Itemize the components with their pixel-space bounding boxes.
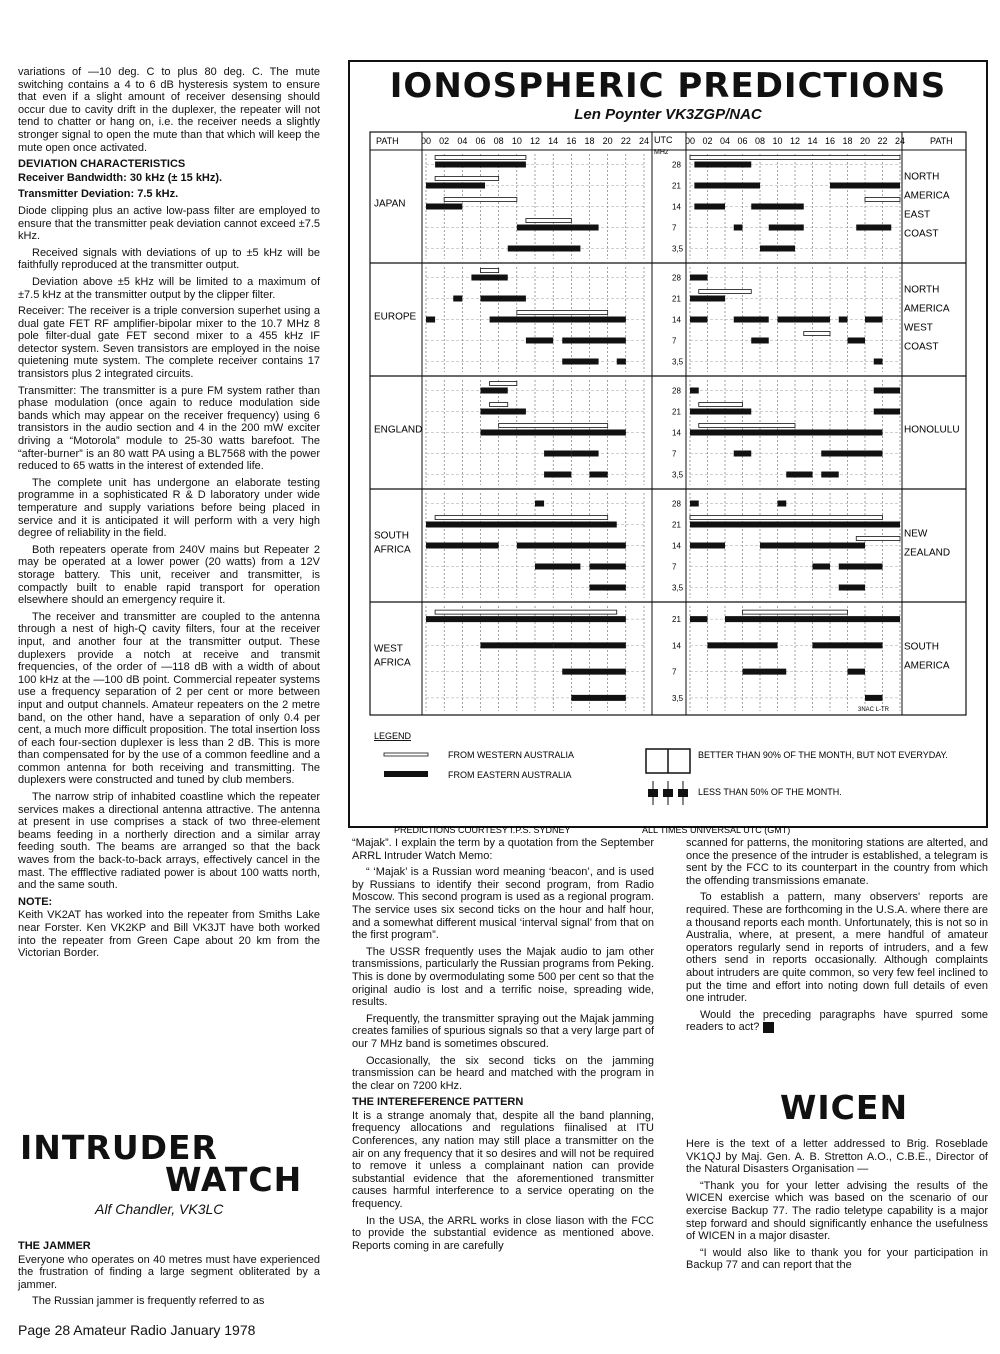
artist-mark: 3NAC L-TR	[858, 707, 890, 713]
band-bar-eastern	[813, 642, 883, 648]
band-bar-western	[865, 198, 900, 202]
band-bar-eastern	[562, 359, 598, 365]
paragraph: Both repeaters operate from 240V mains but Repeater 2 may be operated at a lower power (20 watts) from a 12V storage battery. This unit, receiver and transmitter, is compactly built to enable rapid transport for operation elsewhere should an emergency require it.	[18, 543, 320, 607]
band-bar-eastern	[426, 317, 435, 323]
band-bar-eastern	[874, 388, 900, 394]
band-bar-eastern	[848, 669, 866, 675]
band-bar-eastern	[690, 501, 699, 507]
freq-label: 14	[672, 428, 681, 438]
band-bar-eastern	[760, 543, 865, 549]
band-bar-western	[699, 424, 795, 428]
band-bar-eastern	[848, 338, 866, 344]
paragraph: The receiver and transmitter are coupled to the antenna through a nest of high-Q cavity filters, four at the receiver input, and another four at the transmitter output. These duplexers provide a notch at receive and transmit frequencies, of the order of —118 dB with a width of about 100 kHz at the —100 dB point. Commercial repeater systems use a frequency separation of 2 per cent or more between input and output channels. Amateur repeaters on the 2 metre band, on the other hand, have a separation of only 0.4 per cent, a much more difficult proposition. The total insertion loss of each four-section duplexer is less than 2 dB. This is more than compensated for by the use of a common feedline and a common antenna for both receiving and transmitting. The duplexers were constructed and tuned by club members.	[18, 610, 320, 787]
path-left-label: JAPAN	[374, 198, 406, 210]
hour-tick-right: 16	[825, 136, 836, 146]
band-bar-western	[435, 610, 617, 614]
left-column	[18, 66, 320, 964]
freq-label: 28	[672, 499, 681, 509]
path-right-label: AMERICA	[904, 190, 950, 202]
intruder-heading-line1: INTRUDER	[20, 1128, 218, 1167]
intruder-heading-line2: WATCH	[165, 1160, 303, 1199]
band-bar-eastern	[544, 472, 571, 478]
hour-tick-left: 02	[439, 136, 450, 146]
legend-less: LESS THAN 50% OF THE MONTH.	[698, 787, 842, 797]
paragraph: variations of —10 deg. C to plus 80 deg. C. The mute switching contains a 4 to 6 dB hysteresis system to ensure that even if a slight amount of receiver desensing should occur due to cavity drift in the duplexer, the repeater will not tend to chatter or hang on, i.e. the receiver needs a slightly stronger signal to open the mute than that which will keep the mute open once activated.	[18, 66, 320, 154]
band-bar-eastern	[760, 246, 795, 252]
paragraph: Here is the text of a letter addressed to Brig. Roseblade VK1QJ by Maj. Gen. A. B. Stretton A.O., C.B.E., Director of the Natural Disasters Organisation —	[686, 1138, 988, 1176]
path-label: PATH	[376, 136, 399, 146]
band-bar-eastern	[690, 275, 708, 281]
band-bar-eastern	[426, 204, 462, 210]
band-bar-eastern	[690, 430, 883, 436]
section-heading: THE INTEREFERENCE PATTERN	[352, 1096, 524, 1109]
band-bar-eastern	[690, 317, 708, 323]
right-column	[686, 837, 988, 1038]
freq-label: 21	[672, 407, 681, 417]
band-bar-eastern	[734, 451, 752, 457]
paragraph: The USSR frequently uses the Majak audio to jam other transmissions, particularly the Russian programs from Peking. This is done by overmodulating some 500 per cent so that the original audio is lost and a terrific noise, spreading wide, results.	[352, 945, 655, 1009]
paragraph: Transmitter Deviation: 7.5 kHz.	[18, 188, 179, 201]
band-bar-eastern	[553, 642, 626, 648]
band-bar-eastern	[694, 204, 725, 210]
paragraph: “ ‘Majak’ is a Russian word meaning ‘beacon’, and is used by Russians to identify their second program, from Radio Moscow. This second program is used as a regional program. The service uses six second ticks on the hour and half hour, and a somewhat different musical ‘interval signal’ from that on the first program”.	[352, 866, 654, 942]
band-bar-western	[444, 198, 517, 202]
freq-label: 7	[672, 667, 677, 677]
band-bar-western	[856, 537, 900, 541]
band-bar-eastern	[481, 642, 554, 648]
band-bar-western	[490, 403, 508, 407]
band-bar-eastern	[690, 388, 699, 394]
freq-label: 21	[672, 294, 681, 304]
band-bar-eastern	[778, 501, 787, 507]
hour-tick-right: 14	[807, 136, 818, 146]
band-bar-eastern	[821, 472, 839, 478]
paragraph: Would the preceding paragraphs have spurred some readers to act?	[686, 1008, 988, 1034]
paragraph: To establish a pattern, many observers' reports are required. These are forthcoming in the U.S.A. where there are a thousand reports each month. Unfortunately, this is not so in Australia, where, at present, a mere handful of amateur operators regularly send in reports of intruders, and a few others send in reports occasionally. Although complaints about intruders are quite common, so very few feel inclined to put the time and effort into noting down full details of even one intruder.	[686, 891, 988, 1005]
paragraph: “Majak”. I explain the term by a quotation from the September ARRL Intruder Watch Memo:	[352, 837, 654, 862]
band-bar-eastern	[426, 543, 499, 549]
section-heading: THE JAMMER	[18, 1240, 91, 1252]
band-bar-eastern	[865, 695, 883, 701]
band-bar-eastern	[769, 225, 804, 231]
paragraph: scanned for patterns, the monitoring stations are alterted, and once the presence of the intruder is established, a telegram is sent by the FCC to its counterpart in the country from which the offending transmissions emanate.	[686, 837, 988, 887]
band-bar-western	[804, 332, 830, 336]
freq-label: 21	[672, 520, 681, 530]
middle-column	[352, 837, 654, 1256]
freq-label: 3,5	[672, 244, 684, 254]
freq-label: 3,5	[672, 583, 684, 593]
hour-tick-left: 22	[620, 136, 631, 146]
band-bar-eastern	[821, 451, 847, 457]
path-right-label: HONOLULU	[904, 424, 960, 436]
paragraph: Receiver: The receiver is a triple conversion superhet using a dual gate FET RF amplifier-bipolar mixer to the 10.7 MHz 8 pole filter-dual gate FET second mixer to a 455 kHz IF detector system. Seven transistors are employed in the noise quietening mute system. The complete receiver contains 17 transistors plus 2 integrated circuits.	[18, 305, 320, 381]
band-bar-eastern	[751, 338, 769, 344]
hour-tick-right: 02	[702, 136, 713, 146]
hour-tick-left: 08	[493, 136, 504, 146]
band-bar-eastern	[690, 616, 708, 622]
band-bar-eastern	[426, 522, 617, 528]
band-bar-eastern	[571, 451, 598, 457]
chart-frame	[370, 132, 966, 715]
band-bar-eastern	[535, 564, 580, 570]
hour-tick-right: 00	[685, 136, 696, 146]
freq-label: 7	[672, 336, 677, 346]
legend-western-swatch	[384, 753, 428, 756]
legend-better: BETTER THAN 90% OF THE MONTH, BUT NOT EVERYDAY.	[698, 750, 948, 760]
freq-label: 14	[672, 641, 681, 651]
band-bar-eastern	[874, 359, 883, 365]
hour-tick-right: 12	[790, 136, 801, 146]
utc-label: UTC	[654, 135, 673, 145]
courtesy-note: PREDICTIONS COURTESY I.P.S. SYDNEY	[394, 825, 571, 835]
band-bar-western	[481, 269, 499, 273]
band-bar-eastern	[694, 162, 751, 168]
band-bar-eastern	[562, 669, 626, 675]
band-bar-eastern	[426, 616, 626, 622]
hour-tick-left: 14	[548, 136, 559, 146]
path-left-label: AFRICA	[374, 544, 411, 556]
paragraph: Occasionally, the six second ticks on the jamming transmission can be heard and matched with the program in the clear on 7200 kHz.	[352, 1054, 654, 1092]
band-bar-western	[517, 311, 608, 315]
paragraph: Everyone who operates on 40 metres must have experienced the frustration of finding a large segment obliterated by a jammer.	[18, 1253, 320, 1291]
freq-label: 3,5	[672, 693, 684, 703]
wicen-text	[686, 1138, 988, 1276]
freq-label: 14	[672, 202, 681, 212]
freq-label: 14	[672, 541, 681, 551]
hour-tick-left: 24	[639, 136, 650, 146]
hour-tick-left: 16	[566, 136, 577, 146]
band-bar-eastern	[856, 225, 891, 231]
band-bar-eastern	[481, 296, 526, 302]
band-bar-eastern	[571, 695, 626, 701]
band-bar-eastern	[743, 669, 787, 675]
path-right-label: NEW	[904, 528, 928, 540]
band-bar-eastern	[617, 359, 626, 365]
hour-tick-left: 18	[584, 136, 595, 146]
path-right-label: EAST	[904, 209, 931, 221]
hour-tick-left: 06	[475, 136, 486, 146]
path-left-label: WEST	[374, 643, 403, 655]
band-bar-eastern	[725, 616, 900, 622]
paragraph: Deviation above ±5 kHz will be limited to a maximum of ±7.5 kHz at the transmitter output by the clipper filter.	[18, 275, 320, 301]
band-bar-eastern	[535, 501, 544, 507]
paragraph: In the USA, the ARRL works in close liason with the FCC to provide the substantial evidence as mentioned above. Reports coming in are carefully	[352, 1214, 654, 1252]
band-bar-eastern	[839, 564, 883, 570]
band-bar-eastern	[813, 564, 831, 570]
freq-label: 14	[672, 315, 681, 325]
chart-title: IONOSPHERIC PREDICTIONS	[389, 66, 947, 106]
band-bar-eastern	[435, 162, 526, 168]
paragraph: It is a strange anomaly that, despite all the band planning, frequency allocations and regulations fiinalised at ITU Conferences, any nation may still place a transmitter on the air on any frequency that it so desires and will not be required to remove it unless a complainant nation can provide substantial evidence that the aforementioned transmitter causes harmful interference to a service operating on the frequency.	[352, 1109, 654, 1211]
band-bar-eastern	[599, 338, 626, 344]
hour-tick-left: 04	[457, 136, 468, 146]
freq-label: 3,5	[672, 470, 684, 480]
band-bar-eastern	[690, 409, 751, 415]
band-bar-eastern	[544, 451, 571, 457]
path-right-label: SOUTH	[904, 641, 939, 653]
band-bar-eastern	[690, 296, 725, 302]
freq-label: 7	[672, 449, 677, 459]
hour-tick-left: 12	[530, 136, 541, 146]
hour-tick-left: 10	[511, 136, 522, 146]
band-bar-eastern	[517, 543, 626, 549]
band-bar-eastern	[526, 338, 553, 344]
hour-tick-right: 22	[877, 136, 888, 146]
band-bar-eastern	[830, 183, 900, 189]
band-bar-eastern	[848, 451, 883, 457]
wicen-heading: WICEN	[780, 1088, 909, 1127]
band-bar-eastern	[471, 275, 507, 281]
band-bar-eastern	[544, 246, 580, 252]
paragraph: Diode clipping plus an active low-pass filter are employed to ensure that the transmitter peak deviation cannot exceed ±7.5 kHz.	[18, 204, 320, 243]
band-bar-western	[435, 156, 526, 160]
band-bar-eastern	[481, 430, 626, 436]
times-note: ALL TIMES UNIVERSAL UTC (GMT)	[642, 825, 791, 835]
path-right-label: COAST	[904, 228, 939, 240]
band-bar-western	[490, 382, 517, 386]
hour-tick-left: 20	[602, 136, 613, 146]
band-bar-eastern	[734, 317, 769, 323]
freq-label: 21	[672, 181, 681, 191]
hour-tick-right: 08	[755, 136, 766, 146]
paragraph: Keith VK2AT has worked into the repeater from Smiths Lake near Forster. Ken VK2KP and Bill VK3JT have both worked into the repeater from Green Cape about 20 km from the Victorian Border.	[18, 909, 320, 960]
freq-label: 28	[672, 273, 681, 283]
band-bar-eastern	[453, 296, 462, 302]
band-bar-eastern	[708, 642, 778, 648]
band-bar-eastern	[874, 409, 900, 415]
legend-title: LEGEND	[374, 731, 412, 741]
paragraph: Received signals with deviations of up to ±5 kHz will be faithfully reproduced at the transmitter output.	[18, 246, 320, 272]
band-bar-eastern	[839, 317, 848, 323]
path-left-label: AFRICA	[374, 657, 411, 669]
band-bar-western	[435, 177, 499, 181]
band-bar-eastern	[690, 543, 725, 549]
band-bar-eastern	[839, 585, 865, 591]
band-bar-western	[526, 219, 571, 223]
band-bar-eastern	[751, 204, 804, 210]
paragraph: The complete unit has undergone an elaborate testing programme in a sophisticated R & D laboratory under wide temperature and supply variations before being placed in service and it is anticipated it will perform with a very high degree of reliability in the field.	[18, 476, 320, 540]
band-bar-eastern	[590, 585, 626, 591]
band-bar-eastern	[694, 183, 760, 189]
path-right-label: NORTH	[904, 284, 940, 296]
band-bar-eastern	[426, 183, 485, 189]
end-mark	[763, 1022, 774, 1033]
band-bar-eastern	[786, 472, 812, 478]
freq-label: 7	[672, 562, 677, 572]
paragraph: The narrow strip of inhabited coastline which the repeater services makes a directional antenna attractive. The antenna at present in use comprises a stack of two three-element beams feeding in a northerly direction and a similar array feeding south. The beams are arranged so that the back waves from the back-to-back arrays, effectively cancel in the mast. The effflective radiated power is about 100 watts north, and the same south.	[18, 791, 320, 892]
band-bar-eastern	[490, 317, 626, 323]
chart-author: Len Poynter VK3ZGP/NAC	[574, 106, 762, 123]
band-bar-eastern	[590, 564, 626, 570]
hour-tick-right: 04	[720, 136, 731, 146]
ionospheric-chart-panel	[348, 60, 988, 835]
path-label-right: PATH	[930, 136, 953, 146]
freq-label: 28	[672, 160, 681, 170]
band-bar-western	[699, 403, 743, 407]
band-bar-eastern	[865, 317, 883, 323]
page-footer: Page 28 Amateur Radio January 1978	[18, 1322, 256, 1338]
paragraph: “I would also like to thank you for your participation in Backup 77 and can report that the	[686, 1246, 988, 1272]
band-bar-eastern	[517, 225, 599, 231]
paragraph: Transmitter: The transmitter is a pure FM system rather than phase modulation (once again to reduce modulation side bands which may appear on the receiver frequency) using 6 transistors in the audio section and 4 in the 200 mW exciter driving a “Motorola” module to 25-30 watts barefoot. The “after-burner” is an 80 watt PA using a BL7568 with the power reduced to 65 watts in the interest of extended life.	[18, 384, 320, 473]
path-left-label: EUROPE	[374, 311, 417, 323]
paragraph: “Thank you for your letter advising the results of the WICEN exercise which was based on the scenario of our exercise Backup 77. The radio teletype capability is a major step forward and should significantly enhance the usefulness of WICEN in a major disaster.	[686, 1179, 988, 1243]
section-heading: DEVIATION CHARACTERISTICS	[18, 158, 186, 171]
paragraph: The Russian jammer is frequently referred to as	[32, 1295, 265, 1308]
hour-tick-right: 06	[737, 136, 748, 146]
legend-eastern: FROM EASTERN AUSTRALIA	[448, 770, 572, 780]
path-right-label: NORTH	[904, 171, 940, 183]
path-right-label: COAST	[904, 341, 939, 353]
path-right-label: AMERICA	[904, 660, 950, 672]
path-right-label: AMERICA	[904, 303, 950, 315]
hour-tick-right: 20	[860, 136, 871, 146]
path-right-label: WEST	[904, 322, 933, 334]
hour-tick-right: 10	[772, 136, 783, 146]
band-bar-eastern	[481, 409, 526, 415]
intruder-intro	[18, 1238, 320, 1312]
band-bar-western	[690, 156, 900, 160]
legend-eastern-swatch	[384, 771, 428, 777]
freq-label: 3,5	[672, 357, 684, 367]
path-left-label: ENGLAND	[374, 424, 423, 436]
band-bar-western	[435, 516, 608, 520]
band-bar-eastern	[778, 317, 831, 323]
hour-tick-right: 24	[895, 136, 906, 146]
intruder-byline: Alf Chandler, VK3LC	[95, 1201, 224, 1217]
section-heading: NOTE:	[18, 895, 53, 908]
band-bar-eastern	[690, 522, 900, 528]
hour-tick-right: 18	[842, 136, 853, 146]
band-bar-western	[499, 424, 608, 428]
band-bar-eastern	[481, 388, 508, 394]
band-bar-western	[690, 516, 883, 520]
mhz-label: MHz	[654, 149, 669, 156]
paragraph: Frequently, the transmitter spraying out the Majak jamming creates families of spurious signals so that a very large part of our 7 MHz band is sometimes obscured.	[352, 1012, 654, 1050]
band-bar-eastern	[590, 472, 608, 478]
legend-western: FROM WESTERN AUSTRALIA	[448, 750, 575, 760]
band-bar-eastern	[734, 225, 743, 231]
path-left-label: SOUTH	[374, 530, 409, 542]
path-right-label: ZEALAND	[904, 547, 951, 559]
ionospheric-chart	[370, 132, 966, 835]
band-bar-western	[699, 290, 752, 294]
band-bar-western	[743, 610, 848, 614]
paragraph: Receiver Bandwidth: 30 kHz (± 15 kHz).	[18, 171, 223, 184]
hour-tick-left: 00	[421, 136, 432, 146]
freq-label: 28	[672, 386, 681, 396]
freq-label: 21	[672, 615, 681, 625]
freq-label: 7	[672, 223, 677, 233]
